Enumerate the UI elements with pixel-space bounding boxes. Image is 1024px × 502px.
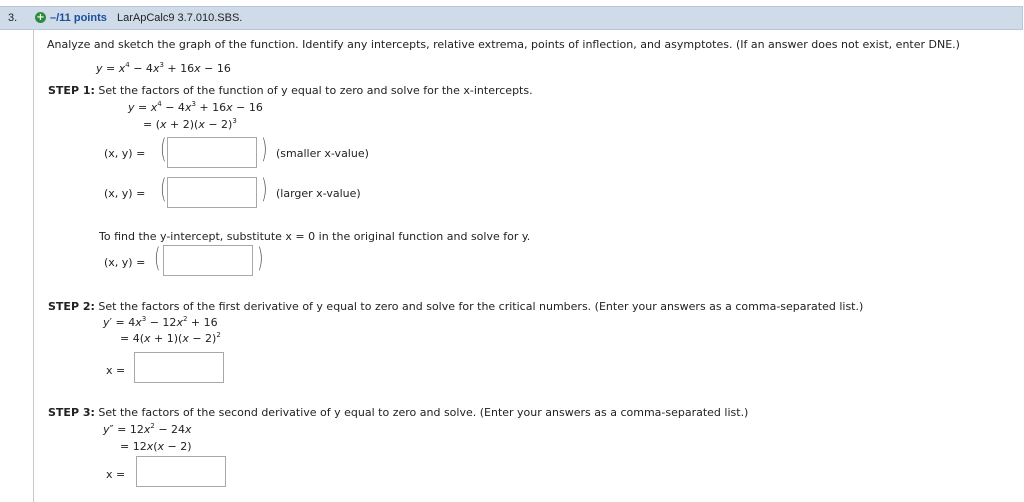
step3-text: Set the factors of the second derivative of y equal to zero and solve. (Enter your answers as a comma-separated list.): [98, 406, 749, 419]
x-intercept-smaller-input[interactable]: [167, 137, 257, 168]
step2-heading: [48, 300, 863, 313]
expand-plus-icon[interactable]: +: [36, 12, 45, 23]
xy-label-yint: (x, y) =: [104, 256, 146, 269]
step3-label: STEP 3:: [48, 406, 95, 419]
y-intercept-instructions: To find the y-intercept, substitute x = 0 in the original function and solve for y.: [99, 230, 531, 243]
xy-label-smaller: (x, y) =: [104, 147, 146, 160]
step3-equation-line2: = 12x(x − 2): [120, 440, 192, 453]
step3-x-label: x =: [106, 468, 126, 481]
step2-label: STEP 2:: [48, 300, 95, 313]
xy-label-larger: (x, y) =: [104, 187, 146, 200]
step2-equation-line1: $y' = 4x^3 - 12x^2 + 16$: [103, 315, 218, 329]
step2-x-label: x =: [106, 364, 126, 377]
open-paren-smaller: (: [160, 134, 167, 165]
step2-text: Set the factors of the first derivative of y equal to zero and solve for the critical numbers. (Enter your answers as a comma-separated list.): [98, 300, 864, 313]
step3-equation-line1: $y'' = 12x^2 - 24x$: [103, 422, 192, 436]
question-left-border: [33, 29, 34, 502]
step1-label: STEP 1:: [48, 84, 95, 97]
question-header: [0, 6, 1023, 30]
instructions-text: Analyze and sketch the graph of the function. Identify any intercepts, relative extrema, points of inflection, and asymptotes. (If an answer does not exist, enter DNE.): [47, 38, 960, 51]
open-paren-larger: (: [160, 174, 167, 205]
open-paren-yint: (: [154, 243, 161, 274]
question-number: 3.: [8, 12, 18, 24]
step3-heading: [48, 406, 748, 419]
step2-equation-line2: = $4(x + 1)(x - 2)^2$: [120, 331, 221, 345]
question-source: LarApCalc9 3.7.010.SBS.: [117, 12, 243, 24]
points-label: –/11 points: [50, 12, 107, 24]
step1-text: Set the factors of the function of y equal to zero and solve for the x-intercepts.: [98, 84, 533, 97]
close-paren-smaller: ): [261, 134, 268, 165]
second-derivative-zeros-input[interactable]: [136, 456, 226, 487]
step1-heading: [48, 84, 533, 97]
smaller-x-note: (smaller x-value): [276, 147, 369, 160]
y-intercept-input[interactable]: [163, 245, 253, 276]
close-paren-larger: ): [261, 174, 268, 205]
step1-equation-line1: $y = x^4 - 4x^3 + 16x - 16$: [128, 100, 263, 114]
critical-numbers-input[interactable]: [134, 352, 224, 383]
x-intercept-larger-input[interactable]: [167, 177, 257, 208]
function-equation: $y = x^4 - 4x^3 + 16x - 16$: [96, 61, 231, 75]
step1-equation-line2: = $(x + 2)(x - 2)^3$: [143, 117, 237, 131]
close-paren-yint: ): [257, 243, 264, 274]
larger-x-note: (larger x-value): [276, 187, 361, 200]
